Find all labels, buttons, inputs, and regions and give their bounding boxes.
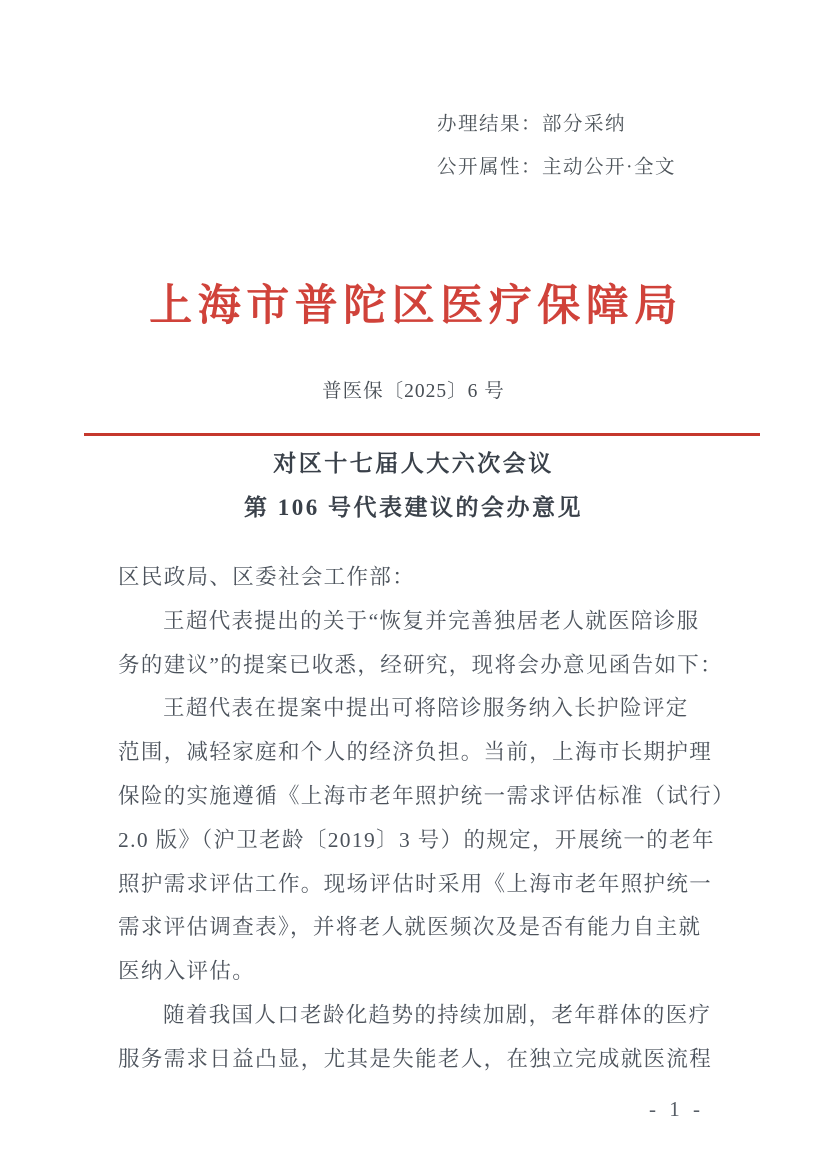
processing-result-line: 办理结果：部分采纳 <box>437 114 627 135</box>
body-line: 2.0 版》（沪卫老龄〔2019〕3 号）的规定，开展统一的老年 <box>118 827 715 852</box>
publicity-attribute-line: 公开属性：主动公开·全文 <box>437 157 676 178</box>
body-line: 保险的实施遵循《上海市老年照护统一需求评估标准（试行） <box>118 783 735 808</box>
document-heading <box>0 448 827 536</box>
page-number: - 1 - <box>649 1097 704 1121</box>
body-line: 需求评估调查表》，并将老人就医频次及是否有能力自主就 <box>118 915 702 940</box>
document-number: 普医保〔2025〕6 号 <box>322 381 505 402</box>
body-line: 王超代表在提案中提出可将陪诊服务纳入长护险评定 <box>163 696 689 721</box>
body-line: 王超代表提出的关于“恢复并完善独居老人就医陪诊服 <box>163 608 700 633</box>
body-line: 务的建议”的提案已收悉，经研究，现将会办意见函告如下： <box>118 652 723 677</box>
meta-block <box>437 110 676 196</box>
body-line: 范围，减轻家庭和个人的经济负担。当前，上海市长期护理 <box>118 740 713 765</box>
body-line: 服务需求日益凸显，尤其是失能老人，在独立完成就医流程 <box>118 1046 713 1071</box>
body-line: 医纳入评估。 <box>118 959 256 984</box>
heading-line-1: 对区十七届人大六次会议 <box>273 451 554 476</box>
red-divider-rule <box>84 433 760 436</box>
body-text <box>118 556 735 1082</box>
heading-line-2: 第 106 号代表建议的会办意见 <box>244 495 583 520</box>
body-line: 随着我国人口老龄化趋势的持续加剧，老年群体的医疗 <box>163 1002 712 1027</box>
addressee-line: 区民政局、区委社会工作部： <box>118 565 416 589</box>
agency-title: 上海市普陀区医疗保障局 <box>149 283 683 330</box>
body-line: 照护需求评估工作。现场评估时采用《上海市老年照护统一 <box>118 871 713 896</box>
